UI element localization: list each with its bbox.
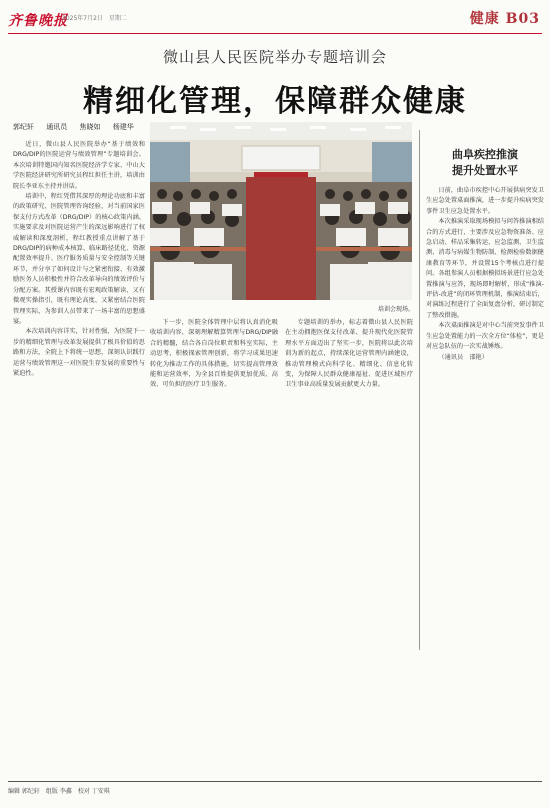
article-column-2 <box>150 318 278 391</box>
byline-author: 郭纪轩 <box>13 123 34 131</box>
article-subtitle: 微山县人民医院举办专题培训会 <box>162 48 387 66</box>
sidebar-headline: 曲阜疾控推演 <box>452 148 518 161</box>
training-photo <box>150 122 412 300</box>
article-paragraph: 近日，微山县人民医院举办“基于绩效和DRG/DIP的医院运营与绩效管理”专题培训会。本次培训特邀国内知名医院经济学专家、中山大学医院经济研究所研究员程红担任主讲，培训由院长李亚东主持并讲话。 <box>13 141 145 190</box>
newspaper-logo: 齐鲁晚报 <box>8 13 68 29</box>
article-paragraph: 本次培训内容详实，针对性强，为医院下一步的精细化管理与改革发展提供了极具价值的思路和方法，全院上下将统一思想，深刻认识践行运营与绩效管理这一对医院生存发展的重要性与紧迫性。 <box>13 328 145 377</box>
article-column-1 <box>13 140 145 379</box>
sidebar-paragraph: 本次推演采取现场模拟与问答推演相结合的方式进行，主要涉及应急物资准备、应急启动、样品采集转运、应急监测、卫生监测、消毒与病媒生物防制、检测检验数据健康教育等环节，并设置15个考核点进行提问。各组参演人员根据模拟场景进行应急处置推演与应答，现场即时解析，形成“推演-评估-改进”的闭环管理机制，推演结束后，对演练过程进行了全面复盘分析，研讨制定了整改措施。 <box>426 218 544 319</box>
sidebar-body <box>426 186 544 363</box>
footer-divider <box>8 781 542 782</box>
article-paragraph: 专题培训的举办，标志着微山县人民医院在主动拥抱医保支付改革、提升现代化医院管理水平方面迈出了坚实一步，医院将以此次培训为新的起点，持续深化运营管理内涵建设，推动管理模式向科学化、精细化、信息化转变，为保障人民群众健康福祉、促进区域医疗卫生事业高质量发展贡献更大力量。 <box>285 319 413 389</box>
photo-caption: 培训会现场。 <box>378 306 415 313</box>
sidebar-paragraph: 本次桌面推演是对中心当前突发事件卫生应急处置能力的一次全方位“体检”，更是对应急队伍的一次实战锤炼。 <box>426 322 544 351</box>
header-divider <box>8 33 542 34</box>
byline-author: 杨建华 <box>112 123 134 131</box>
article-paragraph: 培训中，程红凭借其深厚的理论功底和丰富的政策研究、医院管理咨询经验，对当前国家医保支付方式改革（DRG/DIP）的核心政策内涵、实施要求及对医院运营产生的深远影响进行了权威解读和深度剖析，程红教授重点讲解了基于DRG/DIP的病种成本核算、临床路径优化、资源配置效率提升、医疗服务质量与安全控制等关键环节，并分享了如何设计与之紧密衔接、有效激励医务人员积极性并符合改革导向的绩效评价与分配方案。其授课内容既有宏观政策解读、又有微观实操指引，既有理论高度、又紧密结合医院管理实际，为参训人员带来了一场丰富的思想盛宴。 <box>13 193 145 325</box>
sidebar-divider <box>419 130 420 650</box>
sidebar-subheadline: 提升处置水平 <box>452 164 518 177</box>
article-paragraph: 下一步，医院全体管理中层将认真消化吸收培训内容，深刻理解精算管理与DRG/DIP融合的精髓，结合各自岗位职责和科室实际，主动思考，积极探索管理创新，将学习成果迅速转化为推动工作的具体措施，切实提高管理效能和运营效率，为全县百姓提供更加优质、高效、可负担的医疗卫生服务。 <box>150 319 278 389</box>
article-column-3 <box>285 318 413 391</box>
article-headline: 精细化管理，保障群众健康 <box>83 84 467 119</box>
sidebar-paragraph: 日前，曲阜市疾控中心开展供病突发卫生应急处置桌面推演，进一步提升疾病突发事件卫生应急处置水平。 <box>426 187 544 215</box>
editorial-credits: 编辑 郭纪轩 组版 李鑫 校对 丁安琪 <box>8 788 110 795</box>
bylines <box>13 122 144 132</box>
sidebar-credit: （通讯员 邵艳） <box>438 353 488 361</box>
issue-date: 2025年7月2日 星期二 <box>62 15 127 22</box>
byline-role: 通讯员 <box>46 123 68 131</box>
byline-author: 焦晓如 <box>79 123 101 131</box>
section-title: 健康 B03 <box>469 11 540 27</box>
